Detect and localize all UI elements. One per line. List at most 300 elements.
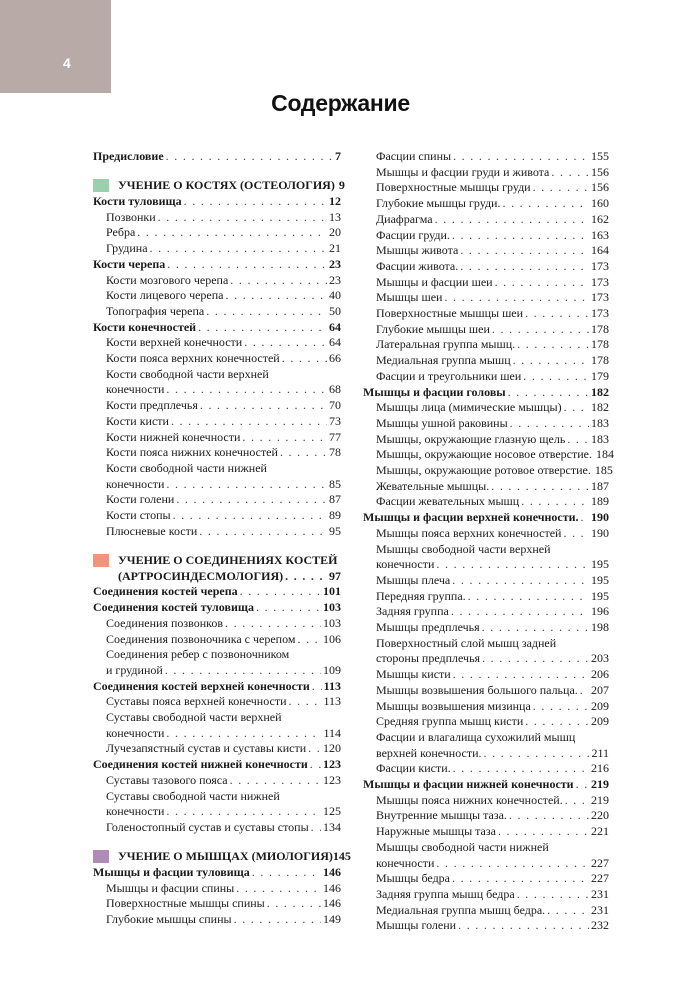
toc-page-number: 196 — [591, 604, 609, 619]
toc-entry[interactable] — [363, 808, 609, 824]
toc-entry-title: Мышцы, окружающие носовое отверстие. — [376, 447, 592, 462]
toc-leader-dots — [484, 746, 590, 762]
toc-entry[interactable] — [363, 275, 609, 291]
toc-entry[interactable] — [363, 667, 609, 683]
toc-page-number: 23 — [329, 272, 341, 287]
toc-leader-dots — [234, 912, 321, 928]
toc-entry-title: и грудиной — [106, 662, 163, 677]
toc-entry-title: Кости пояса верхних конечностей — [106, 351, 280, 365]
toc-entry[interactable] — [93, 912, 341, 928]
toc-page-number: 164 — [591, 243, 609, 258]
toc-page-number: 77 — [329, 429, 341, 444]
toc-entry[interactable] — [93, 477, 341, 493]
toc-entry[interactable] — [363, 243, 609, 259]
toc-entry-title: УЧЕНИЕ О МЫШЦАХ (МИОЛОГИЯ) — [118, 849, 333, 864]
toc-page-number: 73 — [329, 413, 341, 428]
toc-entry-title: Ребра — [106, 225, 136, 240]
toc-entry[interactable] — [363, 212, 609, 228]
toc-leader-dots — [158, 210, 327, 226]
toc-leader-dots — [165, 663, 321, 679]
toc-page-number: 146 — [323, 896, 341, 911]
toc-leader-dots — [166, 726, 321, 742]
toc-page-number: 85 — [329, 476, 341, 491]
toc-entry[interactable] — [93, 600, 341, 616]
toc-entry-title: конечности — [376, 557, 435, 572]
toc-entry[interactable] — [93, 773, 341, 789]
toc-entry-title: Медиальная группа мышц — [376, 353, 511, 368]
toc-leader-dots — [444, 290, 589, 306]
toc-entry[interactable] — [363, 683, 609, 699]
toc-leader-dots — [452, 573, 589, 589]
toc-entry-title: Мышцы и фасции груди и живота — [376, 164, 550, 179]
toc-entry-title: Поверхностные мышцы спины — [106, 896, 265, 911]
toc-leader-dots — [452, 871, 589, 887]
toc-leader-dots — [551, 165, 589, 181]
toc-entry[interactable] — [363, 228, 609, 244]
toc-page-number: 134 — [323, 819, 341, 834]
toc-entry[interactable] — [363, 730, 609, 746]
toc-page-number: 123 — [323, 772, 341, 787]
toc-page-number: 211 — [591, 745, 609, 760]
toc-entry[interactable] — [363, 416, 609, 432]
toc-leader-dots — [166, 149, 333, 165]
toc-leader-dots — [297, 632, 321, 648]
toc-entry[interactable] — [363, 306, 609, 322]
toc-entry[interactable] — [93, 149, 341, 165]
toc-page-number: 21 — [329, 241, 341, 256]
toc-page-number: 203 — [591, 651, 609, 666]
toc-entry[interactable] — [363, 400, 609, 416]
toc-entry[interactable] — [363, 432, 609, 448]
toc-page-number: 9 — [338, 178, 345, 193]
toc-entry-title: Мышцы лица (мимические мышцы) — [376, 400, 562, 415]
toc-entry[interactable] — [363, 494, 609, 510]
toc-entry-title: Средняя группа мышц кисти — [376, 714, 524, 729]
toc-page-number: 231 — [591, 902, 609, 917]
toc-entry[interactable] — [93, 663, 341, 679]
toc-entry-title: Мышцы предплечья — [376, 620, 480, 634]
toc-entry-title: конечности — [106, 382, 165, 397]
toc-entry[interactable] — [93, 398, 341, 414]
toc-entry-title: Мышцы и фасции туловища — [93, 864, 250, 879]
toc-entry[interactable] — [93, 320, 341, 336]
toc-entry-title: Жевательные мышцы. — [376, 478, 490, 493]
toc-page-number: 156 — [591, 180, 609, 195]
toc-leader-dots — [533, 180, 589, 196]
toc-leader-dots — [226, 288, 328, 304]
toc-entry-title: Диафрагма — [376, 211, 433, 226]
toc-entry-title: Соединения костей туловища — [93, 600, 254, 615]
toc-entry[interactable] — [363, 165, 609, 181]
toc-leader-dots — [567, 432, 589, 448]
toc-leader-dots — [252, 865, 321, 881]
toc-entry[interactable] — [93, 820, 341, 836]
toc-leader-dots — [150, 241, 327, 257]
toc-entry-title: Кости конечностей — [93, 319, 197, 334]
toc-leader-dots — [517, 887, 589, 903]
toc-entry[interactable] — [93, 257, 341, 273]
toc-leader-dots — [230, 773, 321, 789]
toc-entry[interactable] — [93, 508, 341, 524]
toc-entry[interactable] — [93, 382, 341, 398]
toc-leader-dots — [508, 385, 589, 401]
toc-entry[interactable] — [93, 351, 341, 367]
page-title: Содержание — [271, 90, 410, 116]
toc-page-number: 109 — [323, 662, 341, 677]
toc-leader-dots — [230, 273, 327, 289]
toc-entry[interactable] — [363, 479, 609, 495]
toc-entry-title: Мышцы голени — [376, 918, 457, 933]
toc-entry-title: Передняя группа. — [376, 588, 466, 603]
toc-entry[interactable] — [363, 369, 609, 385]
toc-page-number: 209 — [591, 698, 609, 713]
toc-entry-title: конечности — [106, 725, 165, 740]
toc-leader-dots — [460, 259, 589, 275]
toc-leader-dots — [491, 479, 589, 495]
toc-entry-title: Лучезапястный сустав и суставы кисти — [106, 741, 307, 756]
toc-entry[interactable] — [363, 620, 609, 636]
toc-entry-title: Задняя группа — [376, 604, 449, 619]
toc-entry-title: Кости черепа — [93, 256, 166, 271]
toc-entry-title: Фасции живота. — [376, 258, 459, 273]
toc-entry[interactable] — [363, 761, 609, 777]
toc-entry[interactable] — [93, 584, 341, 600]
toc-entry[interactable] — [363, 196, 609, 212]
toc-entry-title: Предисловие — [93, 149, 164, 163]
toc-leader-dots — [436, 856, 589, 872]
toc-entry[interactable] — [363, 793, 609, 809]
toc-entry-title: Кости кисти — [106, 413, 169, 428]
toc-entry-title: Грудина — [106, 241, 148, 256]
toc-page-number: 97 — [329, 568, 341, 583]
toc-page-number: 87 — [329, 492, 341, 507]
toc-page-number: 178 — [591, 337, 609, 352]
toc-leader-dots — [521, 494, 589, 510]
toc-entry[interactable] — [363, 777, 609, 793]
toc-page-number: 162 — [591, 211, 609, 226]
toc-entry[interactable] — [93, 241, 341, 257]
toc-entry[interactable] — [93, 632, 341, 648]
toc-entry[interactable] — [93, 367, 341, 383]
toc-entry[interactable] — [363, 746, 609, 762]
toc-page-number: 227 — [591, 871, 609, 886]
toc-entry[interactable] — [363, 385, 609, 401]
toc-page-number: 173 — [591, 258, 609, 273]
toc-leader-dots — [236, 881, 321, 897]
toc-leader-dots — [453, 149, 589, 165]
toc-entry[interactable] — [93, 335, 341, 351]
toc-page-number: 173 — [591, 306, 609, 320]
toc-page-number: 179 — [591, 368, 609, 383]
toc-entry[interactable] — [363, 337, 609, 353]
toc-entry[interactable] — [363, 651, 609, 667]
toc-entry-title: конечности — [106, 476, 165, 491]
toc-entry[interactable] — [93, 194, 341, 210]
toc-page-number: 184 — [595, 447, 614, 462]
toc-entry-title: Кости предплечья — [106, 398, 198, 413]
toc-page-number: 89 — [329, 508, 341, 522]
toc-entry[interactable] — [93, 881, 341, 897]
toc-entry-title: Мышцы пояса нижних конечностей. — [376, 792, 563, 807]
toc-entry-title: Суставы тазового пояса — [106, 772, 228, 787]
toc-page-number: 78 — [329, 445, 341, 460]
toc-leader-dots — [166, 804, 321, 820]
toc-entry-title: Латеральная группа мышц. — [376, 337, 516, 352]
toc-section-heading[interactable] — [93, 178, 345, 194]
toc-entry[interactable] — [363, 824, 609, 840]
toc-leader-dots — [523, 369, 589, 385]
toc-entry[interactable] — [93, 414, 341, 430]
toc-entry[interactable] — [93, 430, 341, 446]
toc-entry[interactable] — [93, 273, 341, 289]
toc-page-number: 101 — [323, 584, 341, 599]
toc-entry-title: Мышцы шеи — [376, 290, 443, 305]
toc-entry-title: Мышцы плеча — [376, 572, 451, 587]
toc-entry-title: Топография черепа — [106, 303, 205, 318]
toc-entry[interactable] — [93, 896, 341, 912]
toc-page-number: 103 — [323, 600, 341, 615]
toc-section-heading[interactable] — [93, 849, 351, 865]
toc-entry[interactable] — [363, 526, 609, 542]
toc-entry[interactable] — [93, 445, 341, 461]
toc-entry-title: верхней конечности. — [376, 745, 482, 760]
toc-entry-title: Мышцы и фасции спины — [106, 880, 235, 895]
toc-page-number: 70 — [329, 398, 341, 413]
toc-entry-title: Кости пояса нижних конечностей — [106, 445, 278, 460]
toc-entry[interactable] — [93, 789, 341, 805]
toc-entry[interactable] — [363, 589, 609, 605]
toc-entry-title: Соединения ребер с позвоночником — [106, 647, 290, 662]
toc-page-number: 163 — [591, 227, 609, 242]
toc-entry-title: Глубокие мышцы груди. — [376, 196, 501, 211]
toc-entry[interactable] — [93, 726, 341, 742]
toc-entry-title: Мышцы, окружающие глазную щель — [376, 431, 566, 446]
toc-entry[interactable] — [363, 510, 609, 526]
toc-leader-dots — [308, 741, 321, 757]
toc-entry[interactable] — [93, 804, 341, 820]
section-color-marker — [93, 850, 109, 863]
toc-page-number: 50 — [329, 303, 341, 318]
toc-leader-dots — [173, 508, 327, 524]
toc-entry-title: Мышцы пояса верхних конечностей — [376, 525, 562, 540]
toc-entry-title: Глубокие мышцы спины — [106, 912, 232, 926]
toc-page-number: 178 — [591, 353, 609, 368]
toc-page-number: 103 — [323, 615, 341, 630]
toc-page-number: 207 — [591, 682, 609, 697]
toc-entry[interactable] — [363, 887, 609, 903]
toc-entry[interactable] — [363, 353, 609, 369]
toc-entry-title: Соединения костей верхней конечности — [93, 678, 310, 693]
toc-entry-title: УЧЕНИЕ О КОСТЯХ (ОСТЕОЛОГИЯ) — [118, 178, 335, 193]
toc-page-number: 7 — [335, 149, 341, 163]
section-color-marker — [93, 554, 109, 567]
toc-entry[interactable] — [93, 741, 341, 757]
toc-entry[interactable] — [363, 259, 609, 275]
toc-entry-title: Поверхностные мышцы шеи — [376, 306, 524, 320]
toc-entry-title: Фасции груди. — [376, 227, 450, 242]
toc-leader-dots — [184, 194, 327, 210]
toc-leader-dots — [225, 616, 321, 632]
toc-entry-title: Кости стопы — [106, 508, 171, 522]
toc-leader-dots — [482, 651, 589, 667]
toc-entry[interactable] — [363, 557, 609, 573]
toc-entry-title: Соединения костей черепа — [93, 584, 238, 599]
toc-leader-dots — [435, 212, 589, 228]
toc-entry-title: Кости нижней конечности — [106, 429, 241, 444]
toc-page-number: 146 — [323, 880, 341, 895]
toc-leader-dots — [547, 903, 589, 919]
toc-entry-title: Соединения позвонков — [106, 615, 224, 630]
toc-page-number: 123 — [323, 757, 341, 772]
toc-entry-title: Поверхностный слой мышц задней — [376, 635, 557, 650]
toc-entry[interactable] — [363, 604, 609, 620]
toc-entry[interactable] — [93, 304, 341, 320]
toc-page-number: 185 — [594, 463, 613, 477]
toc-entry[interactable] — [363, 542, 609, 558]
toc-page-number: 206 — [591, 667, 609, 682]
toc-entry[interactable] — [363, 463, 613, 479]
toc-page-number: 160 — [591, 196, 609, 211]
toc-page-number: 190 — [591, 525, 609, 540]
toc-leader-dots — [510, 416, 589, 432]
toc-entry[interactable] — [93, 461, 341, 477]
toc-page-number: 113 — [323, 694, 341, 709]
toc-entry[interactable] — [93, 679, 341, 695]
toc-entry[interactable] — [363, 918, 609, 934]
toc-leader-dots — [285, 569, 327, 585]
toc-entry-title: Фасции кисти. — [376, 761, 451, 776]
toc-page-number: 216 — [591, 761, 609, 776]
toc-entry[interactable] — [93, 865, 341, 881]
toc-leader-dots — [580, 683, 589, 699]
toc-entry[interactable] — [93, 757, 341, 773]
toc-page-number: 20 — [329, 225, 341, 240]
toc-entry-title: Мышцы кисти — [376, 667, 451, 682]
toc-entry-title: Медиальная группа мышц бедра. — [376, 902, 546, 917]
toc-entry[interactable] — [93, 288, 341, 304]
toc-leader-dots — [436, 557, 589, 573]
toc-leader-dots — [458, 918, 589, 934]
toc-page-number: 232 — [591, 918, 609, 933]
toc-entry[interactable] — [363, 290, 609, 306]
toc-leader-dots — [581, 510, 589, 526]
toc-page-number: 13 — [329, 209, 341, 224]
toc-leader-dots — [453, 667, 589, 683]
toc-leader-dots — [498, 824, 589, 840]
toc-entry[interactable] — [93, 647, 341, 663]
toc-entry-title: Плюсневые кости — [106, 523, 198, 538]
toc-page-number: 189 — [591, 494, 609, 509]
page-number: 4 — [63, 55, 71, 71]
toc-page-number: 195 — [591, 557, 609, 572]
toc-leader-dots — [280, 445, 327, 461]
toc-entry[interactable] — [363, 903, 609, 919]
toc-page-number: 227 — [591, 855, 609, 870]
toc-entry[interactable] — [93, 524, 341, 540]
toc-entry-title: Мышцы, окружающие ротовое отверстие. — [376, 463, 591, 477]
toc-entry[interactable] — [93, 710, 341, 726]
toc-entry-title: Мышцы свободной части верхней — [376, 541, 551, 556]
toc-page-number: 146 — [323, 864, 341, 879]
toc-entry[interactable] — [363, 149, 609, 165]
toc-entry-title: Суставы свободной части верхней — [106, 710, 282, 724]
toc-leader-dots — [311, 820, 321, 836]
toc-page-number: 40 — [329, 288, 341, 303]
toc-entry-title: Задняя группа мышц бедра — [376, 886, 515, 901]
toc-entry[interactable] — [363, 840, 609, 856]
toc-page-number: 113 — [323, 678, 341, 693]
toc-entry[interactable] — [93, 492, 341, 508]
toc-entry-title: Фасции спины — [376, 149, 452, 163]
toc-entry[interactable] — [363, 699, 609, 715]
toc-entry-title: Фасции жевательных мышц — [376, 494, 520, 509]
toc-page-number: 23 — [329, 256, 341, 271]
toc-page-number: 183 — [591, 415, 609, 430]
toc-entry-title: Кости голени — [106, 492, 175, 507]
toc-entry-title: Внутренние мышцы таза. — [376, 808, 507, 823]
toc-entry-title: Суставы свободной части нижней — [106, 788, 280, 803]
toc-entry-title: Соединения костей нижней конечности — [93, 757, 308, 772]
toc-page-number: 187 — [591, 478, 609, 493]
toc-leader-dots — [468, 589, 589, 605]
toc-leader-dots — [176, 492, 327, 508]
toc-entry[interactable] — [93, 694, 341, 710]
toc-entry-title: Мышцы и фасции верхней конечности. — [363, 510, 579, 525]
toc-entry[interactable] — [93, 225, 341, 241]
toc-entry[interactable] — [363, 636, 609, 652]
toc-entry-title: Суставы пояса верхней конечности — [106, 694, 287, 709]
toc-entry-title: Кости свободной части верхней — [106, 366, 269, 381]
toc-entry[interactable] — [363, 322, 609, 338]
toc-page-number: 114 — [323, 725, 341, 740]
toc-page-number: 219 — [591, 792, 609, 807]
toc-leader-dots — [492, 322, 589, 338]
toc-entry-title: конечности — [106, 804, 165, 819]
toc-entry[interactable] — [363, 573, 609, 589]
toc-section-heading[interactable] — [93, 569, 341, 585]
toc-entry-title: Фасции и треугольники шеи — [376, 368, 522, 383]
toc-leader-dots — [242, 430, 327, 446]
toc-leader-dots — [206, 304, 327, 320]
toc-entry[interactable] — [363, 447, 614, 463]
toc-leader-dots — [310, 757, 321, 773]
toc-page-number: 125 — [323, 804, 341, 819]
toc-leader-dots — [563, 526, 589, 542]
toc-entry[interactable] — [363, 180, 609, 196]
toc-page-number: 106 — [323, 631, 341, 646]
toc-entry-title: Мышцы и фасции шеи — [376, 274, 493, 289]
toc-page-number: 178 — [591, 321, 609, 336]
toc-leader-dots — [289, 694, 322, 710]
toc-entry-title: Мышцы ушной раковины — [376, 415, 508, 430]
toc-entry-title: Кости верхней конечности — [106, 335, 243, 350]
toc-page-number: 12 — [329, 194, 341, 208]
page-corner-tab — [0, 0, 111, 93]
toc-entry-title: стороны предплечья — [376, 651, 481, 666]
toc-section-heading[interactable] — [93, 553, 341, 569]
toc-page-number: 219 — [591, 777, 609, 791]
toc-page-number: 183 — [591, 431, 609, 446]
toc-entry-title: Фасции и влагалища сухожилий мышц — [376, 729, 576, 744]
toc-entry[interactable] — [93, 210, 341, 226]
toc-entry[interactable] — [363, 714, 609, 730]
toc-leader-dots — [576, 777, 589, 793]
toc-entry[interactable] — [363, 856, 609, 872]
toc-page-number: 198 — [591, 620, 609, 634]
toc-entry[interactable] — [93, 616, 341, 632]
toc-entry[interactable] — [363, 871, 609, 887]
toc-leader-dots — [166, 477, 327, 493]
